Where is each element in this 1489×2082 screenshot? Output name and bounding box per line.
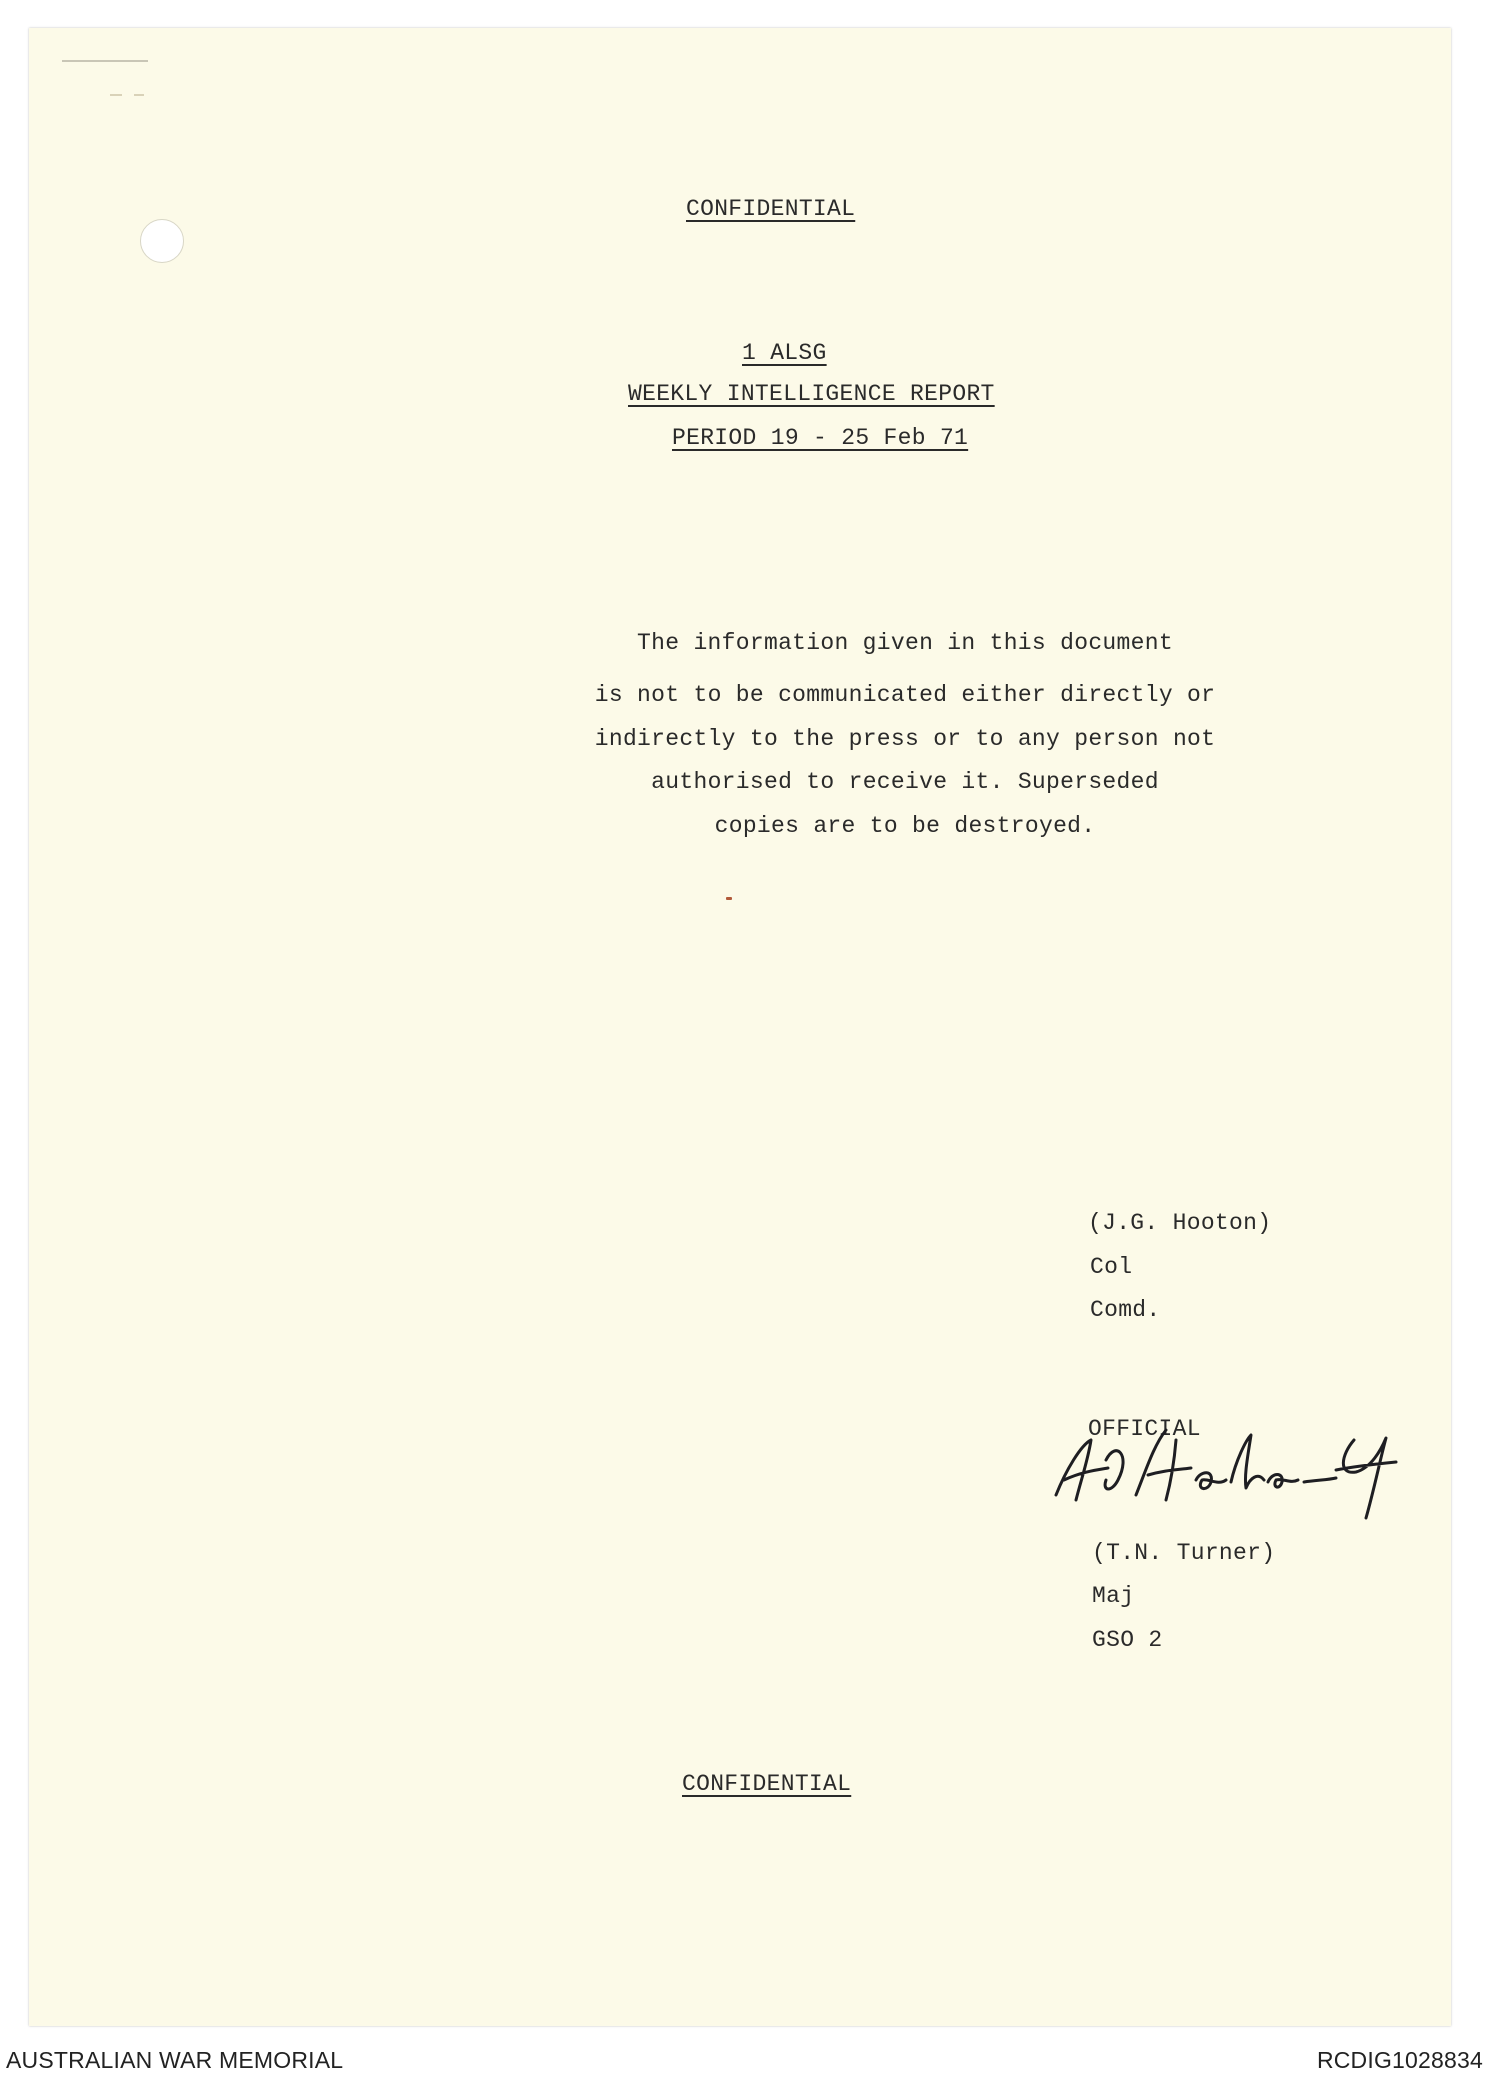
punch-hole — [140, 219, 184, 263]
ink-mark — [726, 897, 732, 900]
notice-line-1: The information given in this document — [637, 630, 1173, 656]
archive-id: RCDIG1028834 — [1316, 2047, 1483, 2073]
report-title: WEEKLY INTELLIGENCE REPORT — [628, 381, 995, 407]
handwritten-signature — [1036, 1400, 1436, 1520]
classification-top: CONFIDENTIAL — [686, 196, 856, 222]
official-appointment: GSO 2 — [1092, 1627, 1163, 1653]
signatory-1-appointment: Comd. — [1090, 1297, 1161, 1323]
document-page — [29, 28, 1451, 2026]
signatory-1-name: (J.G. Hooton) — [1088, 1210, 1272, 1236]
official-label: OFFICIAL — [1088, 1416, 1201, 1442]
official-rank: Maj — [1092, 1583, 1135, 1609]
signatory-1-rank: Col — [1090, 1254, 1133, 1280]
unit-heading: 1 ALSG — [742, 340, 827, 366]
notice-line-2: is not to be communicated either directly or — [594, 682, 1216, 708]
notice-line-5: copies are to be destroyed. — [714, 813, 1096, 839]
official-name: (T.N. Turner) — [1092, 1540, 1276, 1566]
pencil-marks — [60, 55, 160, 105]
report-period: PERIOD 19 - 25 Feb 71 — [672, 425, 969, 451]
classification-bottom: CONFIDENTIAL — [682, 1771, 852, 1797]
notice-line-3: indirectly to the press or to any person not — [594, 726, 1216, 752]
notice-line-4: authorised to receive it. Superseded — [651, 769, 1159, 795]
archive-credit: AUSTRALIAN WAR MEMORIAL — [6, 2047, 344, 2073]
